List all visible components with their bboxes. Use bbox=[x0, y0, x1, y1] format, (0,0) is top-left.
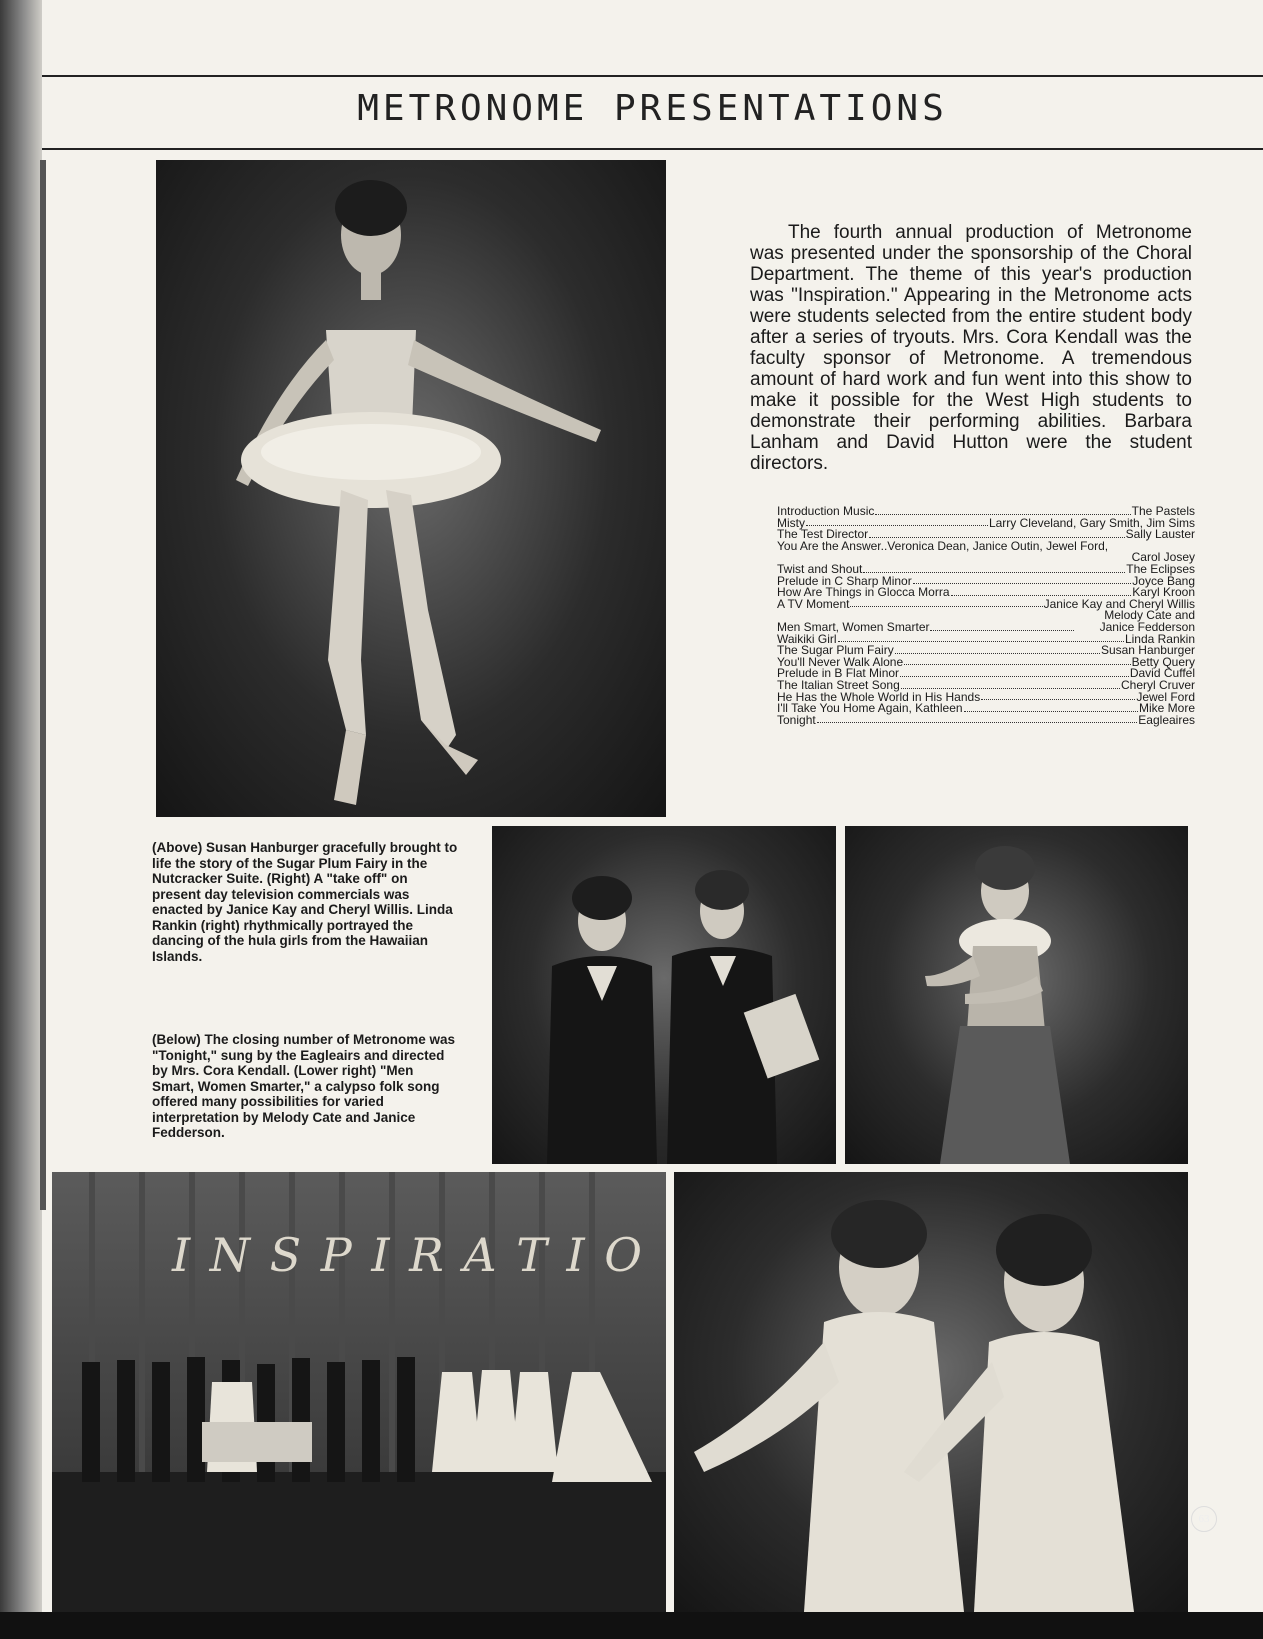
intro-paragraph: The fourth annual production of Metronome was presented under the sponsorship of the Choral Department. The theme of this year's production was "Inspiration." Appearing in the Metronome acts were students selected from the entire student body after a series of tryouts. Mrs. Cora Kendall was the faculty sponsor of Metronome. A tremendous amount of hard work and fun went into this show to make it possible for the West High students to demonstrate their performing abilities. Barbara Lanham and David Hutton were the student directors. bbox=[750, 222, 1192, 474]
program-item: You'll Never Walk Alone Betty Query bbox=[777, 654, 1195, 669]
banner-letter: N bbox=[209, 1228, 251, 1282]
banner-letter: A bbox=[463, 1228, 497, 1282]
banner-letter: T bbox=[516, 1228, 547, 1282]
program-item: Prelude in B Flat Minor David Cuffel bbox=[777, 666, 1195, 681]
program-item: The Test Director Sally Lauster bbox=[777, 527, 1195, 542]
caption-below: (Below) The closing number of Metronome was "Tonight," sung by the Eagleairs and directed by Mrs. Cora Kendall. (Lower right) "Men Smart, Women Smarter," a calypso folk song offered many possibilities for varied interpretation by Melody Cate and Janice Fedderson. bbox=[152, 1032, 456, 1140]
program-item: Men Smart, Women Smarter Melody Cate and Janice Fedderson bbox=[777, 608, 1195, 634]
header-rule-top bbox=[42, 75, 1263, 77]
facing-page-edge bbox=[0, 0, 42, 1639]
tv-moment-photo bbox=[492, 826, 836, 1164]
program-item: The Italian Street Song Cheryl Cruver bbox=[777, 677, 1195, 692]
header-rule-bottom bbox=[42, 148, 1263, 150]
stage-closing-photo bbox=[52, 1172, 666, 1612]
banner-letter: P bbox=[320, 1228, 352, 1282]
program-item: He Has the Whole World in His Hands Jewel Ford bbox=[777, 689, 1195, 704]
program-item: Twist and Shout The Eclipses bbox=[777, 561, 1195, 576]
binding-spine bbox=[40, 160, 46, 1210]
program-item: Tonight Eagleaires bbox=[777, 712, 1195, 727]
stage-banner bbox=[172, 1228, 642, 1282]
program-item: How Are Things in Glocca Morra Karyl Kroon bbox=[777, 585, 1195, 600]
program-item: A TV Moment Janice Kay and Cheryl Willis bbox=[777, 596, 1195, 611]
page-title: METRONOME PRESENTATIONS bbox=[357, 88, 948, 129]
banner-letter: S bbox=[269, 1228, 302, 1282]
calypso-duo-photo bbox=[674, 1172, 1210, 1612]
banner-letter: I bbox=[371, 1228, 390, 1282]
scan-bottom-edge bbox=[0, 1612, 1263, 1639]
program-item: I'll Take You Home Again, Kathleen Mike More bbox=[777, 701, 1195, 716]
program-item: The Sugar Plum Fairy Susan Hanburger bbox=[777, 643, 1195, 658]
program-item: Prelude in C Sharp Minor Joyce Bang bbox=[777, 573, 1195, 588]
banner-letter: I bbox=[172, 1228, 191, 1282]
program-item: Misty Larry Cleveland, Gary Smith, Jim Sims bbox=[777, 515, 1195, 530]
banner-letter: R bbox=[409, 1228, 444, 1282]
program-list bbox=[777, 506, 1195, 726]
caption-above: (Above) Susan Hanburger gracefully brought to life the story of the Sugar Plum Fairy in the Nutcracker Suite. (Right) A "take off" on present day television commercials was enacted by Janice Kay and Cheryl Willis. Linda Rankin (right) rhythmically portrayed the dancing of the hula girls from the Hawaiian Islands. bbox=[152, 840, 458, 964]
hula-dancer-photo bbox=[845, 826, 1188, 1164]
banner-letter: I bbox=[566, 1228, 585, 1282]
banner-letter: O bbox=[604, 1228, 642, 1282]
program-item: Introduction Music The Pastels bbox=[777, 504, 1195, 518]
program-item: You Are the Answer..Veronica Dean, Janice Outin, Jewel Ford, Carol Josey bbox=[777, 538, 1195, 565]
program-item: Waikiki Girl Linda Rankin bbox=[777, 631, 1195, 646]
page-number: 63 bbox=[1191, 1506, 1217, 1532]
ballerina-photo bbox=[156, 160, 666, 817]
